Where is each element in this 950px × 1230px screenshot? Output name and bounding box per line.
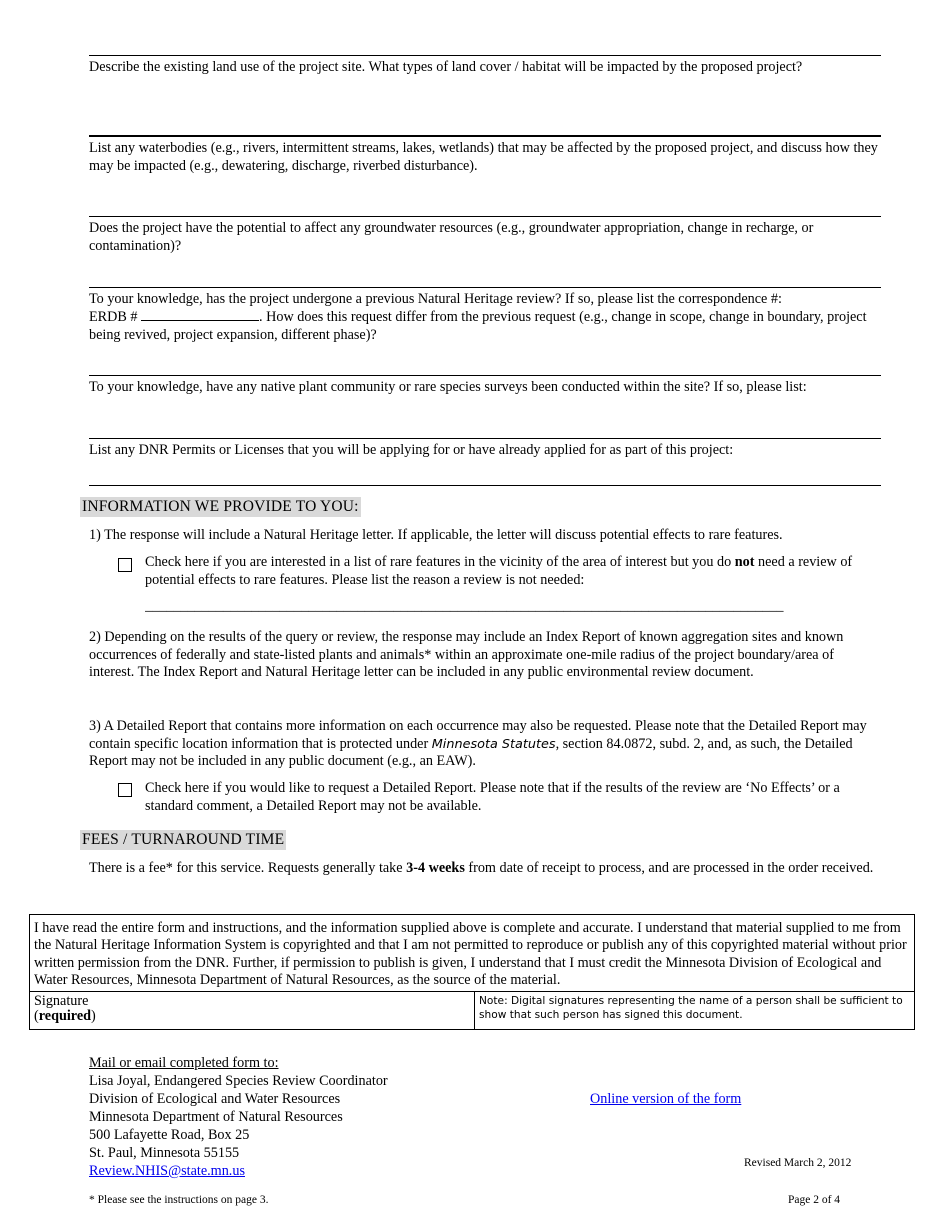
fees-text-part: from date of receipt to process, and are processed in the order received. bbox=[468, 860, 874, 876]
rare-features-list-text bbox=[145, 554, 870, 589]
address-line: Minnesota Department of Natural Resources bbox=[89, 1109, 343, 1125]
signature-label: Signature bbox=[34, 992, 89, 1009]
erdb-number-field[interactable] bbox=[141, 308, 259, 321]
question-text: List any DNR Permits or Licenses that you will be applying for or have already applied for as part of this project: bbox=[89, 442, 734, 458]
section-heading-fees: FEES / TURNAROUND TIME bbox=[82, 831, 285, 848]
statute-name: Minnesota Statutes bbox=[431, 736, 556, 752]
email-link[interactable]: Review.NHIS@state.mn.us bbox=[89, 1163, 245, 1179]
erdb-label: ERDB # bbox=[89, 309, 138, 325]
question-text: To your knowledge, has the project undergone a previous Natural Heritage review? If so, please list the correspondence #: bbox=[89, 291, 782, 307]
info-item-2: 2) Depending on the results of the query or review, the response may include an Index Report of known aggregation sites and known occurrences of federally and state-listed plants and animals* within an approximate one-mile radius of the project boundary/area of interest. The Index Report and Natural Heritage letter can be included in any public environmental review document. bbox=[89, 629, 844, 680]
mail-heading: Mail or email completed form to: bbox=[89, 1055, 279, 1071]
address-line: Division of Ecological and Water Resources bbox=[89, 1091, 341, 1107]
address-line: Lisa Joyal, Endangered Species Review Coordinator bbox=[89, 1073, 388, 1089]
certification-statement: I have read the entire form and instructions, and the information supplied above is complete and accurate. I understand that material supplied to me from the Natural Heritage Information System is copyrighted and that I am not permitted to reproduce or publish any of this copyrighted material without prior written permission from the DNR. Further, if permission to publish is given, I understand that I must credit the Minnesota Division of Ecological and Water Resources, Minnesota Department of Natural Resources, as the source of the material. bbox=[30, 915, 915, 992]
info-item-3 bbox=[89, 718, 881, 771]
question-text-continued: . How does this request differ from the previous request (e.g., change in scope, change in boundary, project being revived, project expansion, different phase)? bbox=[89, 309, 867, 343]
check-text: Check here if you are interested in a list of rare features in the vicinity of the area of interest but you do bbox=[145, 554, 732, 570]
item3-text: 3) A Detailed Report that contains more information on each occurrence may also be requested. Please note that the Detailed Report may contain specific location information that is protected under bbox=[89, 718, 867, 752]
required-close: ) bbox=[91, 1007, 96, 1024]
signature-field[interactable] bbox=[30, 991, 475, 1029]
required-label: required bbox=[38, 1007, 92, 1024]
mailing-address bbox=[89, 1054, 509, 1180]
section-heading-information: INFORMATION WE PROVIDE TO YOU: bbox=[82, 498, 359, 515]
question-text: List any waterbodies (e.g., rivers, intermittent streams, lakes, wetlands) that may be affected by the proposed project, and discuss how they may be impacted (e.g., dewatering, discharge, riverbed disturbance). bbox=[89, 140, 878, 174]
question-permits bbox=[89, 438, 881, 459]
fees-text-part: There is a fee* for this service. Requests generally take bbox=[89, 860, 403, 876]
item3-text: , section 84.0872, subd. 2, and, as such, the Detailed Report may not be included in any public document (e.g., an EAW). bbox=[89, 735, 853, 769]
check-text: need a review of potential effects to rare features. Please list the reason a review is not needed: bbox=[145, 554, 853, 588]
info-item-1: 1) The response will include a Natural Heritage letter. If applicable, the letter will discuss potential effects to rare features. bbox=[89, 527, 783, 543]
question-previous-review bbox=[89, 287, 881, 344]
footnote: * Please see the instructions on page 3. bbox=[89, 1194, 269, 1206]
online-form-link[interactable]: Online version of the form bbox=[590, 1091, 742, 1107]
rare-features-list-checkbox[interactable] bbox=[118, 558, 132, 572]
divider bbox=[89, 485, 881, 486]
question-text: Does the project have the potential to affect any groundwater resources (e.g., groundwater appropriation, change in recharge, or contamination)? bbox=[89, 220, 814, 254]
question-text: Describe the existing land use of the project site. What types of land cover / habitat will be impacted by the proposed project? bbox=[89, 59, 803, 75]
detailed-report-text: Check here if you would like to request a Detailed Report. Please note that if the results of the review are ‘No Effects’ or a standard comment, a Detailed Report may not be available. bbox=[145, 780, 840, 814]
fees-text bbox=[89, 860, 881, 878]
question-surveys bbox=[89, 375, 881, 396]
question-groundwater bbox=[89, 216, 881, 255]
reason-line-field[interactable]: __________________________________________________________________________________________ bbox=[145, 598, 784, 614]
detailed-report-checkbox[interactable] bbox=[118, 783, 132, 797]
address-line: 500 Lafayette Road, Box 25 bbox=[89, 1127, 250, 1143]
address-line: St. Paul, Minnesota 55155 bbox=[89, 1145, 240, 1161]
required-open: ( bbox=[34, 1007, 39, 1024]
signature-note: Note: Digital signatures representing the name of a person shall be sufficient to show that such person has signed this document. bbox=[475, 991, 915, 1029]
certification-table bbox=[29, 914, 915, 1030]
check-text-bold: not bbox=[734, 554, 755, 570]
turnaround-time: 3-4 weeks bbox=[406, 860, 465, 876]
page-number: Page 2 of 4 bbox=[788, 1194, 841, 1206]
revised-date: Revised March 2, 2012 bbox=[744, 1157, 852, 1169]
question-waterbodies bbox=[89, 135, 881, 175]
question-text: To your knowledge, have any native plant community or rare species surveys been conducted within the site? If so, please list: bbox=[89, 379, 807, 395]
question-land-use bbox=[89, 55, 881, 76]
